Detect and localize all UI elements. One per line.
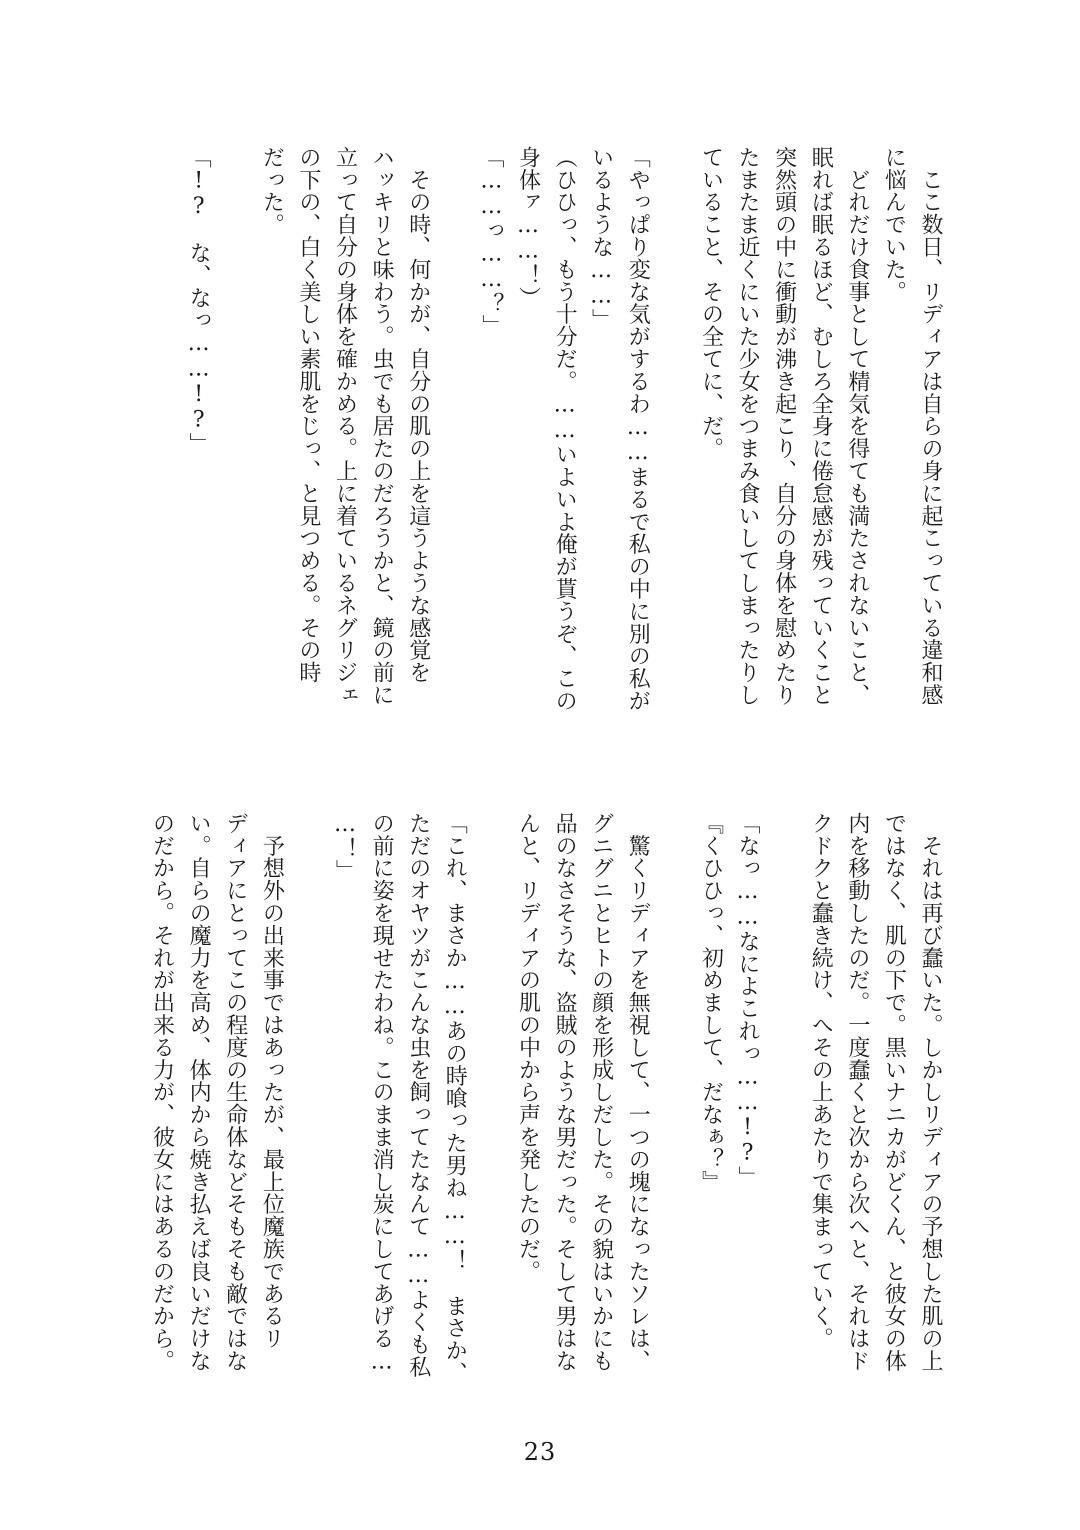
text-line: 内を移動したのだ。一度蠢くと次から次へと、それはド xyxy=(844,812,870,1372)
text-line: んと、リディアの肌の中から声を発したのだ。 xyxy=(515,812,541,1283)
dialogue-line: ただのオヤツがこんな虫を飼ってたなんて……よくも私 xyxy=(405,812,431,1378)
blank-line xyxy=(655,146,692,756)
text-line: い。自らの魔力を高め、体内から焼き払えば良いだけな xyxy=(186,812,212,1372)
dialogue-line: 「これ、まさか……あの時喰った男ね……！ まさか、 xyxy=(442,812,468,1384)
dialogue-line: …！」 xyxy=(332,812,358,883)
dialogue-line: 「!? な、なっ……!?」 xyxy=(186,146,212,456)
text-line: ハッキリと味わう。虫でも居たのだろうかと、鏡の前に xyxy=(369,146,395,706)
text-line: ここ数日、リディアは自らの身に起こっている違和感 xyxy=(918,146,943,706)
dialogue-line: いるような……」 xyxy=(588,146,614,332)
text-line: に悩んでいた。 xyxy=(881,146,907,303)
dialogue-line: 「やっぱり変な気がするわ……まるで私の中に別の私が xyxy=(625,146,651,712)
blank-line xyxy=(472,812,509,1412)
dialogue-line: の前に姿を現せたわね。このまま消し炭にしてあげる… xyxy=(369,812,395,1375)
text-line: その時、何かが、自分の肌の上を這うような感覚を xyxy=(405,146,431,684)
dialogue-line: 「……っ……？」 xyxy=(478,146,504,338)
text-line: 品のなさそうな、盗賊のような男だった。そして男はな xyxy=(552,812,578,1372)
dialogue-line: 身体ァ……！） xyxy=(515,146,541,309)
text-line: 予想外の出来事ではあったが、最上位魔族であるリ xyxy=(259,812,285,1350)
text-line: のだから。それが出来る力が、彼女にはあるのだから。 xyxy=(149,812,175,1372)
text-line: クドクと蠢き続け、へその上あたりで集まっていく。 xyxy=(808,812,834,1350)
text-line: だった。 xyxy=(259,146,285,236)
page-number: 23 xyxy=(523,1438,557,1466)
dialogue-line: （ひひっ、もう十分だ。……いよいよ俺が貰うぞ、この xyxy=(552,146,578,712)
dialogue-line: 「なっ……なによこれっ……!?」 xyxy=(735,812,761,1189)
text-line: 立って自分の身体を確かめる。上に着ているネグリジェ xyxy=(332,146,358,706)
bottom-text-block xyxy=(128,812,948,1412)
text-line: の下の、白く美しい素肌をじっ、と見つめる。その時 xyxy=(295,146,321,684)
dialogue-line: 『くひひっ、初めまして、だなぁ？』 xyxy=(698,812,724,1193)
text-line: 驚くリディアを無視して、一つの塊になったソレは、 xyxy=(625,812,651,1372)
blank-line xyxy=(289,812,326,1412)
text-line: どれだけ食事として精気を得ても満たされないこと、 xyxy=(844,146,870,706)
text-line: 眠れば眠るほど、むしろ全身に倦怠感が残っていくこと xyxy=(808,146,834,706)
top-text-block xyxy=(128,146,948,756)
blank-line xyxy=(655,812,692,1412)
text-line: たまたま近くにいた少女をつまみ食いしてしまったりし xyxy=(735,146,761,706)
blank-line xyxy=(436,146,473,756)
text-line: それは再び蠢いた。しかしリディアの予想した肌の上 xyxy=(918,812,943,1372)
text-line: ていること、その全てに、だ。 xyxy=(698,146,724,460)
text-line: 突然頭の中に衝動が沸き起こり、自分の身体を慰めたり xyxy=(771,146,797,706)
text-line: ではなく、肌の下で。黒いナニカがどくん、と彼女の体 xyxy=(881,812,907,1372)
blank-line xyxy=(216,146,253,756)
text-line: ディアにとってこの程度の生命体などそもそも敵ではな xyxy=(222,812,248,1372)
text-line: グニグニとヒトの顔を形成しだした。その貌はいかにも xyxy=(588,812,614,1372)
blank-line xyxy=(765,812,802,1412)
